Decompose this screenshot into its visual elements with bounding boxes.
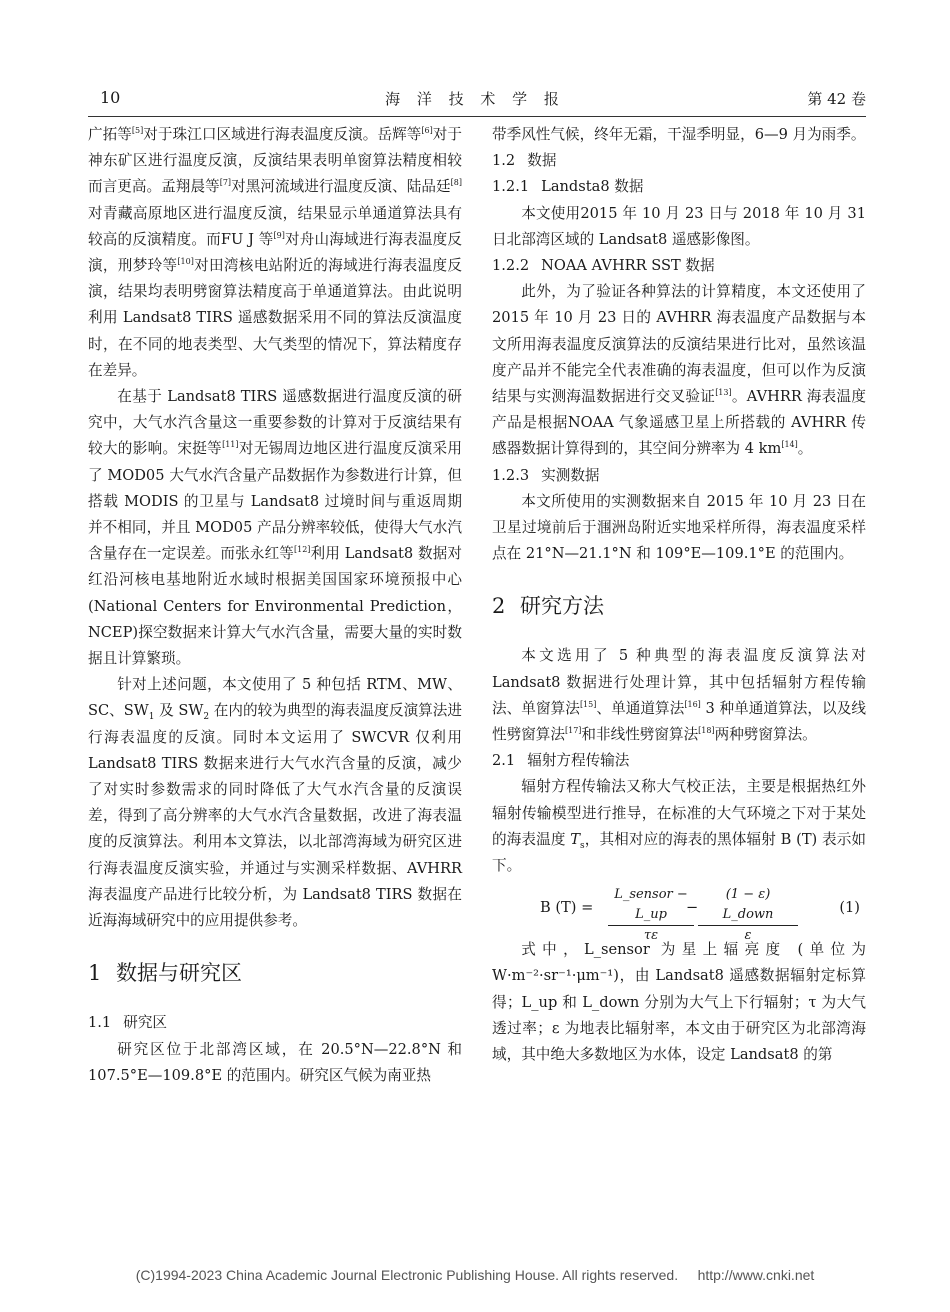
footer-url[interactable]: http://www.cnki.net — [697, 1267, 815, 1283]
citation[interactable]: [15] — [579, 699, 597, 709]
citation[interactable]: [12] — [294, 545, 311, 555]
subsection-heading-1-2-1: 1.2.1 Landsta8 数据 — [492, 178, 644, 196]
equation-minus: − — [686, 899, 699, 917]
paragraph: 广拓等[5]对于珠江口区域进行海表温度反演。岳辉等[6]对于神东矿区进行温度反演，反演结果表明单窗算法精度相较而言更高。孟翔晨等[7]对黑河流域进行温度反演、陆品廷[8]对青藏高原地区进行温度反演，结果显示单通道算法具有较高的反演精度。而FU J 等[9]对舟山海域进行海表温度反演，刑梦玲等[10]对田湾核电站附近的海域进行海表温度反演，结果均表明劈窗算法精度高于单通道算法。由此说明利用 Landsat8 TIRS 遥感数据采用不同的算法反演温度时，在不同的地表类型、大气类型的情况下，算法精度存在差异。 — [88, 126, 462, 379]
journal-title: 海 洋 技 术 学 报 — [385, 90, 565, 108]
citation[interactable]: [9] — [273, 230, 285, 240]
paragraph: 带季风性气候，终年无霜，干湿季明显，6—9 月为雨季。 — [492, 126, 866, 143]
subsection-heading-2-1: 2.1 辐射方程传输法 — [492, 752, 630, 770]
subsection-heading-1-2-2: 1.2.2 NOAA AVHRR SST 数据 — [492, 257, 715, 275]
page-number: 10 — [100, 88, 121, 107]
equation-lhs: B (T) = — [540, 899, 594, 917]
citation[interactable]: [6] — [421, 126, 433, 135]
paragraph: 针对上述问题，本文使用了 5 种包括 RTM、MW、SC、$SW_1$ 及 $SW_2$ 在内的较为典型的海表温度反演算法进行海表温度的反演。同时本文运用了 SWCVR 仅利用 Landsat8 TIRS 数据来进行大气水汽含量的反演，减少了对实时参数需求的同时降低了大气水汽含量的反演误差，得到了高分辨率的大气水汽含量数据，改进了海表温度的反演算法。利用本文算法，以北部湾海域为研究区进行海表温度反演实验，并通过与实测采样数据、AVHRR 海表温度产品进行比较分析，为 Landsat8 TIRS 数据在近海海域研究中的应用提供参考。 — [88, 676, 462, 930]
equation-1 — [492, 881, 866, 944]
citation[interactable]: [16] — [684, 699, 701, 709]
volume-label: 第 42 卷 — [807, 90, 866, 108]
subsection-heading-1-1: 1.1 研究区 — [88, 1014, 168, 1032]
footer — [0, 1267, 950, 1283]
citation[interactable]: [11] — [222, 440, 239, 450]
copyright-notice: (C)1994-2023 China Academic Journal Electronic Publishing House. All rights reserved. — [135, 1267, 679, 1283]
citation[interactable]: [18] — [698, 726, 715, 736]
subsection-heading-1-2-3: 1.2.3 实测数据 — [492, 466, 600, 484]
citation[interactable]: [17] — [564, 726, 582, 736]
subsection-heading-1-2: 1.2 数据 — [492, 152, 557, 170]
paragraph: 本文所使用的实测数据来自 2015 年 10 月 23 日在卫星过境前后于涠洲岛附近实地采样所得，海表温度采样点在 21°N—21.1°N 和 109°E—109.1°E 的范围内。 — [492, 492, 866, 563]
citation[interactable]: [7] — [219, 178, 232, 188]
citation[interactable]: [14] — [781, 440, 798, 450]
section-heading-2: 2 研究方法 — [492, 594, 604, 619]
paragraph: 本文使用2015 年 10 月 23 日与 2018 年 10 月 31 日北部湾区域的 Landsat8 遥感影像图。 — [492, 204, 866, 248]
paragraph: 辐射方程传输法又称大气校正法，主要是根据热红外辐射传输模型进行推导，在标准的大气环境之下对于某处的海表温度 $T_s$，其相对应的海表的黑体辐射 B (T) 表示如下。 — [492, 778, 867, 875]
equation-fraction-2: (1 − ε) L_down ε — [698, 885, 798, 946]
paragraph: 在基于 Landsat8 TIRS 遥感数据进行温度反演的研究中，大气水汽含量这一重要参数的计算对于反演结果有较大的影响。宋挺等[11]对无锡周边地区进行温度反演采用了 MOD05 大气水汽含量产品数据作为参数进行计算，但搭载 MODIS 的卫星与 Landsat8 过境时间与重返周期并不相同，并且 MOD05 产品分辨率较低，使得大气水汽含量存在一定误差。而张永红等[12]利用 Landsat8 数据对红沿河核电基地附近水域时根据美国国家环境预报中心(National Centers for Environmental Prediction，NCEP)探空数据来计算大气水汽含量，需要大量的实时数据且计算繁琐。 — [88, 388, 462, 668]
left-column — [88, 122, 462, 1089]
right-column — [492, 122, 866, 1068]
citation[interactable]: [10] — [177, 257, 194, 267]
header-rule — [88, 116, 866, 117]
equation-number: (1) — [839, 899, 860, 917]
citation[interactable]: [8] — [450, 178, 462, 188]
paragraph: 本文选用了 5 种典型的海表温度反演算法对 Landsat8 数据进行处理计算，其中包括辐射方程传输法、单窗算法[15]、单通道算法[16] 3 种单通道算法，以及线性劈窗算法[17]和非线性劈窗算法[18]两种劈窗算法。 — [492, 647, 866, 744]
citation[interactable]: [5] — [131, 126, 144, 135]
equation-fraction-1: L_sensor − L_up τε — [608, 885, 694, 946]
citation[interactable]: [13] — [715, 388, 732, 398]
section-heading-1: 1 数据与研究区 — [88, 961, 242, 986]
paragraph: 研究区位于北部湾区域，在 20.5°N—22.8°N 和 107.5°E—109.8°E 的范围内。研究区气候为南亚热 — [88, 1040, 462, 1084]
paragraph: 式中，L_sensor 为星上辐亮度 (单位为 W·m⁻²·sr⁻¹·μm⁻¹)，由 Landsat8 遥感数据辐射定标算得；L_up 和 L_down 分别为大气上下行辐射；τ 为大气透过率；ε 为地表比辐射率，本文由于研究区为北部湾海域，其中绝大多数地区为水体，设定 Landsat8 的第 — [492, 941, 866, 1064]
paragraph: 此外，为了验证各种算法的计算精度，本文还使用了 2015 年 10 月 23 日的 AVHRR 海表温度产品数据与本文所用海表温度反演算法的反演结果进行比对，虽然该温度产品并不能完全代表准确的海表温度，但可以作为反演结果与实测海温数据进行交叉验证[13]。AVHRR 海表温度产品是根据NOAA 气象遥感卫星上所搭载的 AVHRR 传感器数据计算得到的，其空间分辨率为 4 km[14]。 — [492, 283, 866, 458]
